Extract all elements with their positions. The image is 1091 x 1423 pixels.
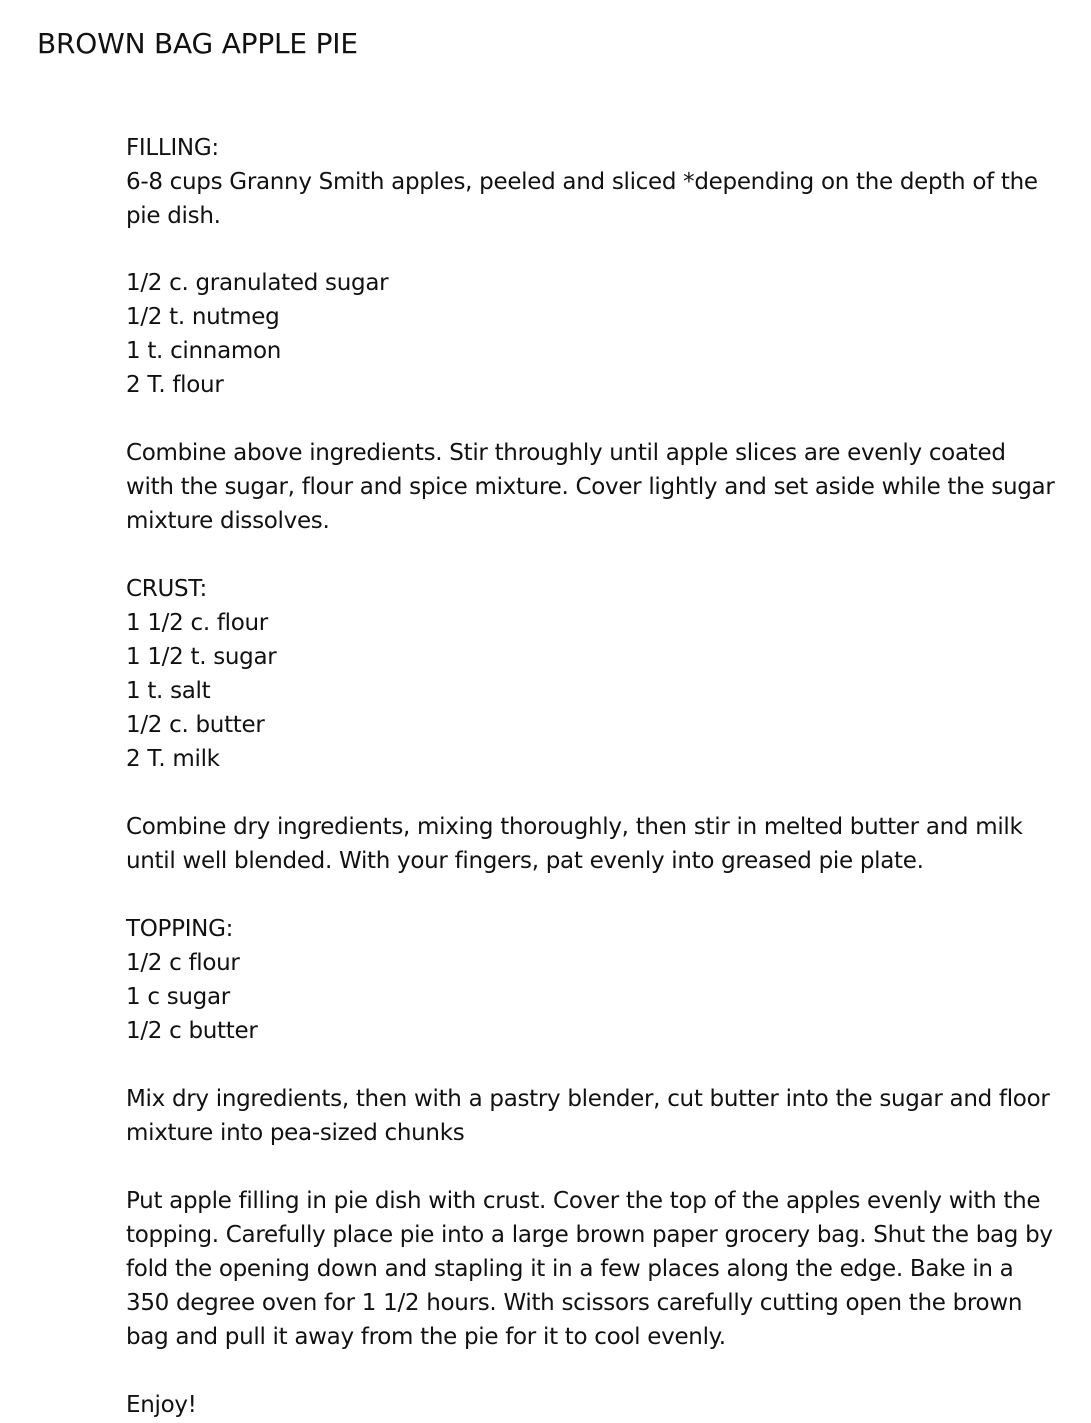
topping-ingredient: 1 c sugar <box>126 984 230 1010</box>
crust-ingredient: 1/2 c. butter <box>126 712 265 738</box>
filling-apples: 6-8 cups Granny Smith apples, peeled and sliced *depending on the depth of the pie dish. <box>126 169 1038 229</box>
baking-section <box>126 1184 1056 1422</box>
filling-ingredient: 1/2 t. nutmeg <box>126 304 280 330</box>
filling-instructions: Combine above ingredients. Stir throughly until apple slices are evenly coated with the sugar, flour and spice mixture. Cover lightly and set aside while the sugar mixture dissolves. <box>126 440 1055 534</box>
crust-ingredient: 1 1/2 c. flour <box>126 610 268 636</box>
crust-section <box>126 572 1056 878</box>
filling-ingredient: 1 t. cinnamon <box>126 338 282 364</box>
recipe-title: BROWN BAG APPLE PIE <box>37 27 358 60</box>
topping-ingredient: 1/2 c flour <box>126 950 240 976</box>
crust-heading: CRUST: <box>126 576 207 602</box>
crust-ingredient: 2 T. milk <box>126 746 220 772</box>
recipe-body <box>126 131 1056 1422</box>
filling-heading: FILLING: <box>126 135 219 161</box>
topping-ingredient: 1/2 c butter <box>126 1018 258 1044</box>
crust-ingredient: 1 t. salt <box>126 678 211 704</box>
filling-ingredient: 1/2 c. granulated sugar <box>126 270 389 296</box>
filling-section <box>126 131 1056 538</box>
baking-instructions: Put apple filling in pie dish with crust. Cover the top of the apples evenly with the topping. Carefully place pie into a large brown paper grocery bag. Shut the bag by fold the opening down and stapling it in a few places along the edge. Bake in a 350 degree oven for 1 1/2 hours. With scissors carefully cutting open the brown bag and pull it away from the pie for it to cool evenly. <box>126 1188 1053 1350</box>
crust-ingredient: 1 1/2 t. sugar <box>126 644 277 670</box>
closing-text: Enjoy! <box>126 1392 197 1418</box>
topping-heading: TOPPING: <box>126 916 234 942</box>
crust-instructions: Combine dry ingredients, mixing thoroughly, then stir in melted butter and milk until well blended. With your fingers, pat evenly into greased pie plate. <box>126 814 1023 874</box>
topping-section <box>126 912 1056 1150</box>
topping-instructions: Mix dry ingredients, then with a pastry blender, cut butter into the sugar and floor mixture into pea-sized chunks <box>126 1086 1050 1146</box>
filling-ingredient: 2 T. flour <box>126 372 224 398</box>
